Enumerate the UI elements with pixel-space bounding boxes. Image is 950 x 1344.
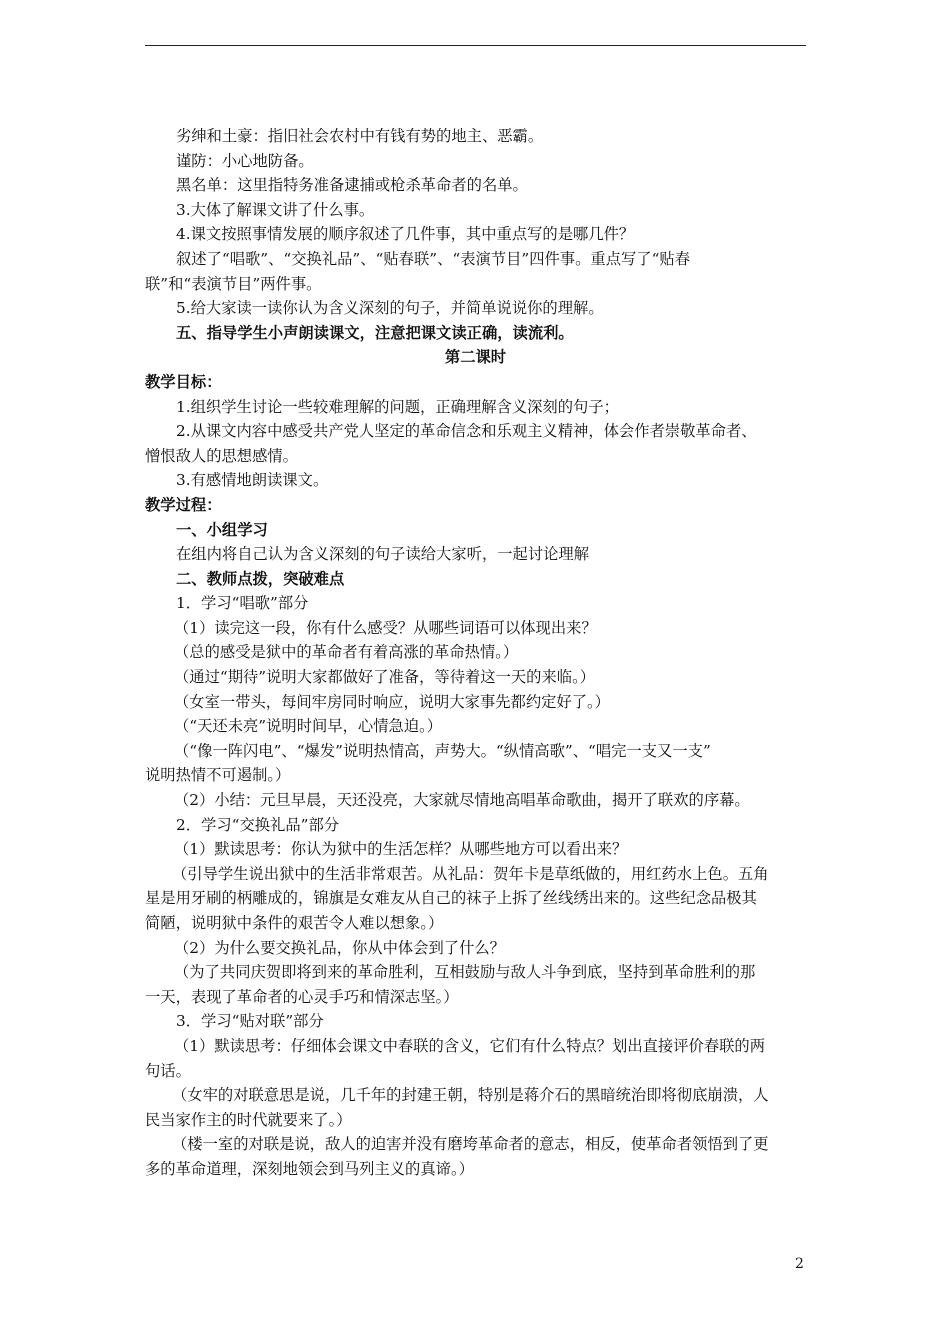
text-line: 五、指导学生小声朗读课文，注意把课文读正确，读流利。	[176, 323, 574, 342]
text-line: （引导学生说出狱中的生活非常艰苦。从礼品：贺年卡是草纸做的，用红药水上色。五角	[172, 864, 769, 883]
text-line: （1）默读思考：你认为狱中的生活怎样？从哪些地方可以看出来？	[174, 840, 628, 859]
text-line: （总的感受是狱中的革命者有着高涨的革命热情。）	[174, 643, 519, 662]
text-line: （“像一阵闪电”、“爆发”说明热情高，声势大。“纵情高歌”、“唱完一支又一支”	[174, 741, 711, 760]
text-line: 3．学习“贴对联”部分	[176, 1012, 324, 1031]
text-line: 1．学习“唱歌”部分	[176, 594, 309, 613]
text-line: 多的革命道理，深刻地领会到马列主义的真谛。）	[145, 1159, 474, 1178]
text-line: 民当家作主的时代就要来了。）	[145, 1110, 352, 1129]
text-line: 教学过程：	[145, 495, 222, 514]
text-line: 一、小组学习	[176, 520, 268, 539]
text-line: 二、教师点拨，突破难点	[176, 569, 345, 588]
text-line: 句话。	[145, 1061, 191, 1080]
text-line: 黑名单：这里指特务准备逮捕或枪杀革命者的名单。	[176, 176, 528, 195]
text-line: （1）读完这一段，你有什么感受？从哪些词语可以体现出来？	[174, 618, 597, 637]
text-line: 劣绅和土豪：指旧社会农村中有钱有势的地主、恶霸。	[176, 127, 544, 145]
text-line: 教学目标：	[145, 372, 222, 391]
text-line: 3.大体了解课文讲了什么事。	[176, 200, 375, 219]
text-line: 叙述了“唱歌”、“交换礼品”、“贴春联”、“表演节目”四件事。重点写了“贴春	[176, 249, 690, 268]
text-line: 在组内将自己认为含义深刻的句子读给大家听，一起讨论理解	[176, 545, 590, 564]
text-line: 2.从课文内容中感受共产党人坚定的革命信念和乐观主义精神，体会作者崇敬革命者、	[176, 422, 757, 441]
text-line: 憎恨敌人的思想感情。	[145, 446, 298, 465]
text-line: 简陋，说明狱中条件的艰苦令人难以想象。）	[145, 914, 444, 932]
text-line: （通过“期待”说明大家都做好了准备，等待着这一天的来临。）	[174, 668, 596, 687]
text-line: （“天还未亮”说明时间早，心情急迫。）	[174, 717, 443, 736]
text-line: （女牢的对联意思是说，几千年的封建王朝，特别是蒋介石的黑暗统治即将彻底崩溃，人	[172, 1086, 769, 1105]
header-rule	[145, 45, 806, 46]
text-line: 4.课文按照事情发展的顺序叙述了几件事，其中重点写的是哪几件？	[176, 225, 635, 244]
text-line: 谨防：小心地防备。	[176, 151, 314, 170]
text-line: （2）为什么要交换礼品，你从中体会到了什么？	[174, 938, 505, 957]
text-line: 说明热情不可遏制。）	[145, 766, 291, 785]
text-line: 1.组织学生讨论一些较难理解的问题，正确理解含义深刻的句子；	[176, 397, 619, 416]
document-body	[145, 124, 806, 1182]
text-line: 5.给大家读一读你认为含义深刻的句子，并简单说说你的理解。	[176, 299, 604, 318]
page-number: 2	[795, 1256, 804, 1272]
text-line: 3.有感情地朗读课文。	[176, 471, 329, 490]
text-line: 第二课时	[444, 348, 507, 367]
text-line: 2．学习“交换礼品”部分	[176, 815, 340, 834]
text-line: 星是用牙刷的柄雕成的，锦旗是女难友从自己的袜子上拆了丝线绣出来的。这些纪念品极其	[145, 889, 757, 908]
text-line: 一天，表现了革命者的心灵手巧和情深志坚。）	[145, 987, 459, 1006]
text-line: （女室一带头，每间牢房同时响应，说明大家事先都约定好了。）	[174, 692, 610, 711]
text-line: 联”和“表演节目”两件事。	[145, 274, 322, 293]
text-line: （1）默读思考：仔细体会课文中春联的含义，它们有什么特点？划出直接评价春联的两	[174, 1036, 766, 1055]
text-line: （2）小结：元旦早晨，天还没亮，大家就尽情地高唱革命歌曲，揭开了联欢的序幕。	[174, 791, 750, 810]
text-line: （为了共同庆贺即将到来的革命胜利，互相鼓励与敌人斗争到底，坚持到革命胜利的那	[174, 963, 756, 982]
text-line: （楼一室的对联是说，敌人的迫害并没有磨垮革命者的意志，相反，使革命者领悟到了更	[172, 1135, 769, 1154]
